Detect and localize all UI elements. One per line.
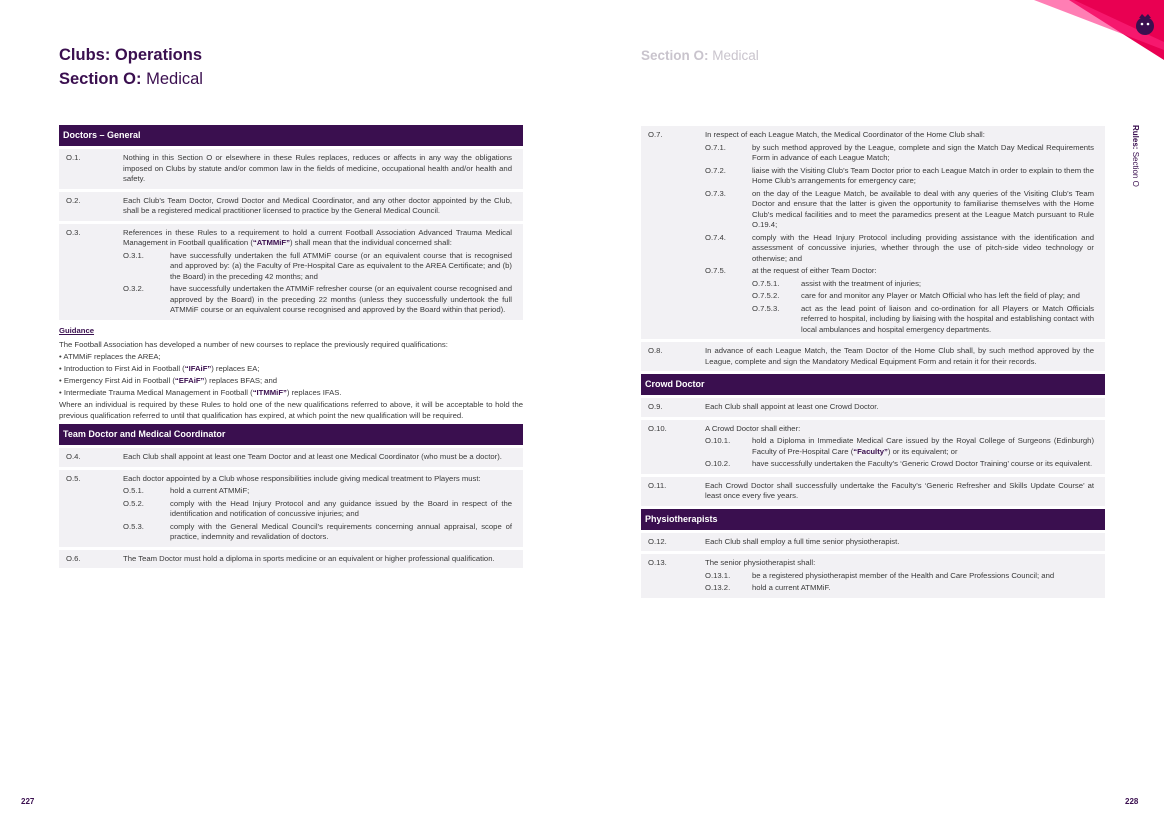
rule-number: O.10. [648,423,667,433]
subsubrule-number: O.7.5.1. [752,278,780,288]
rule-text: Each Club shall appoint at least one Crowd Doctor. [705,402,879,411]
guidance-title: Guidance [59,325,95,335]
title-line-1: Clubs: Operations [59,46,203,64]
subrule-number: O.7.1. [705,142,726,152]
bullet-text: ) replaces BFAS; and [204,376,278,385]
rule-o7 [641,126,1105,339]
rule-text: Each Club shall appoint at least one Team Doctor and at least one Medical Coordinator (who must be a doctor). [123,452,502,461]
side-label-rest: Section O [1131,151,1140,187]
subrule-text [752,436,1094,457]
rule-o10 [641,420,1105,474]
rule-text: In respect of each League Match, the Medical Coordinator of the Home Club shall: [705,130,985,139]
rule-o1 [59,149,523,189]
subrule-text: liaise with the Visiting Club’s Team Doctor prior to each League Match in order to explain to them the Home Club’s arrangements for emergency care; [752,165,1094,185]
subrule-text: have successfully undertaken the full ATMMiF course (or an equivalent course that is recognised and approved by: (a) the Faculty of Pre-Hospital Care as equivalent to the AREA Certificate; and (b) the Board) in the preceding 42 months; and [170,250,512,281]
defined-term: “IFAiF” [184,364,212,373]
subrule-text: on the day of the League Match, be available to deal with any queries of the Visiting Club’s Team Doctor and ensure that the latter is given the opportunity to familiarise themselves with the Home Club’s medical facilities and to meet the paramedics present at the League Match pursuant to Rule O.19.4; [752,188,1094,229]
rule-text: In advance of each League Match, the Team Doctor of the Home Club shall, by such method approved by the League, complete and sign the Mandatory Medical Equipment Form and retain it for their records. [705,346,1094,366]
rule-number: O.1. [66,153,81,162]
section-heading-doctors-general: Doctors – General [59,125,523,146]
guidance-outro: Where an individual is required by these Rules to hold one of the new qualifications referred to above, it will be acceptable to hold the previous qualification referred to until that qualification has expired, at which point the new qualification will be required. [59,400,523,420]
subrule-text: hold a current ATMMiF; [170,486,250,495]
rule-number: O.11. [648,480,667,490]
rule-o11 [641,477,1105,506]
rule-o8 [641,342,1105,371]
side-label-bold: Rules: [1131,125,1140,150]
rule-number: O.13. [648,558,667,567]
subsubrule-number: O.7.5.2. [752,291,780,300]
rule-o3 [59,224,523,320]
subrule-number: O.7.5. [705,266,726,275]
guidance-bullet [59,387,523,398]
rule-text: The senior physiotherapist shall: [705,558,816,567]
right-header-section-name: Medical [712,48,759,63]
subrule-text: have successfully undertaken the ATMMiF refresher course (or an equivalent course recognised and approved by the Board) in the preceding 22 months (unless they successfully undertook the full ATMMiF course or an equivalent course recognised and approved by the Board within that period). [170,284,512,314]
rule-o4 [59,448,523,467]
corner-graphic [1014,0,1164,60]
rule-text: Nothing in this Section O or elsewhere in these Rules replaces, reduces or affects in any way the obligations imposed on Clubs by statute and/or common law in the fields of medicine, occupational health and/or health and safety. [123,153,512,183]
subrule-text: at the request of either Team Doctor: [752,266,877,275]
subrule-number: O.3.1. [123,250,144,260]
rule-number: O.4. [66,452,81,461]
rule-text: Each doctor appointed by a Club whose responsibilities include giving medical treatment to Players must: [123,473,481,483]
subrule-text: have successfully undertaken the Faculty’s ‘Generic Crowd Doctor Training’ course or its equivalent. [752,459,1093,468]
subrule-number: O.13.1. [705,570,731,580]
subrule-text: comply with the Head Injury Protocol and any guidance issued by the Board in respect of the identification and notification of concussive injuries; and [170,498,512,518]
right-column [641,126,1105,598]
guidance-bullet [59,375,523,386]
rule-number: O.2. [66,195,81,205]
rule-o2 [59,192,523,221]
rule-number: O.3. [66,227,81,237]
left-column [59,125,523,568]
rule-o9 [641,398,1105,417]
section-heading-crowd-doctor: Crowd Doctor [641,374,1105,395]
subrule-number: O.5.2. [123,498,144,508]
subrule-number: O.13.2. [705,583,731,592]
defined-term: “ITMMiF” [252,388,287,397]
subrule-number: O.7.4. [705,232,726,242]
bullet-text: • Introduction to First Aid in Football ( [59,364,185,373]
rule-text: A Crowd Doctor shall either: [705,423,801,433]
page-number-right: 228 [1125,797,1139,806]
rule-text: Each Crowd Doctor shall successfully undertake the Faculty’s ‘Generic Refresher and Skills Update Course’ at least once every five years. [705,480,1094,500]
rule-number: O.9. [648,402,663,411]
right-header-section-label: Section O: [641,48,709,63]
defined-term: “EFAiF” [174,376,205,385]
subrule-number: O.7.2. [705,165,726,175]
bullet-text: ) replaces EA; [211,364,260,373]
guidance-intro: The Football Association has developed a number of new courses to replace the previously required qualifications: [59,340,448,349]
subsubrule-text: assist with the treatment of injuries; [801,278,922,288]
rule-o13 [641,554,1105,598]
right-page-header [641,48,759,63]
rule-number: O.12. [648,536,667,546]
bullet-text: • Intermediate Trauma Medical Management in Football ( [59,388,253,397]
subrule-text: be a registered physiotherapist member of the Health and Care Professions Council; and [752,570,1055,580]
page-number-left: 227 [21,797,35,806]
rule-o12 [641,533,1105,552]
subrule-text: comply with the General Medical Council’s requirements concerning annual appraisal, scope of practice, indemnity and revalidation of doctors. [170,521,512,541]
subsubrule-text: care for and monitor any Player or Match Official who has left the field of play; and [801,291,1080,300]
rule-text-part: References in these Rules to a requirement to hold a current Football Association Advanced Trauma Medical Management in Football qualification ( [123,227,512,247]
subrule-number: O.10.2. [705,459,731,468]
rule-o5 [59,470,523,547]
rule-number: O.5. [66,473,81,483]
subrule-text: hold a current ATMMiF. [752,583,831,592]
rule-o6 [59,550,523,569]
side-label [1128,125,1142,215]
rule-text: The Team Doctor must hold a diploma in sports medicine or an equivalent or higher professional qualification. [123,553,495,563]
section-heading-physiotherapists: Physiotherapists [641,509,1105,530]
section-heading-team-doctor: Team Doctor and Medical Coordinator [59,424,523,445]
title-line-2 [59,66,203,92]
bullet-text: • Emergency First Aid in Football ( [59,376,175,385]
subrule-number: O.7.3. [705,188,726,198]
title-section-name: Medical [146,70,203,88]
title-section-label: Section O: [59,70,142,88]
guidance-box [59,326,523,422]
subrule-number: O.5.3. [123,521,144,531]
subrule-number: O.3.2. [123,284,144,293]
subrule-text-part: hold a Diploma in Immediate Medical Care issued by the Royal College of Surgeons (Edinburgh) Faculty of Pre-Hospital Care ( [752,436,1094,456]
rule-number: O.7. [648,130,663,139]
subrule-text-part: ) or its equivalent; or [887,446,958,456]
subrule-number: O.5.1. [123,486,144,495]
page-title [59,45,203,92]
bullet-text: ) replaces IFAS. [286,388,342,397]
rule-number: O.6. [66,553,81,563]
rule-text: Each Club shall employ a full time senior physiotherapist. [705,536,900,546]
subsubrule-number: O.7.5.3. [752,303,780,313]
guidance-bullet [59,363,523,374]
guidance-bullet: • ATMMiF replaces the AREA; [59,352,161,361]
subrule-number: O.10.1. [705,436,731,445]
subrule-text: by such method approved by the League, complete and sign the Match Day Medical Requirements Form in advance of each League Match; [752,142,1094,162]
rule-text [123,228,512,249]
defined-term: “Faculty” [853,446,888,456]
subrule-text: comply with the Head Injury Protocol including providing assistance with the identification and assessment of concussive injuries, whether through the use of pitch-side video technology or otherwise; and [752,232,1094,263]
rule-number: O.8. [648,346,663,355]
rule-text: Each Club’s Team Doctor, Crowd Doctor and Medical Coordinator, and any other doctor appointed by the Club, shall be a registered medical practitioner licensed to practice by the General Medical Council. [123,195,512,215]
rule-text-part: ) shall mean that the individual concerned shall: [289,238,452,247]
defined-term: “ATMMiF” [252,238,290,247]
subsubrule-text: act as the lead point of liaison and co-ordination for all Players or Match Officials referred to hospital, including by liaising with the hospital and establishing contact with local ambulances and hospital emergency departments. [801,303,1094,334]
